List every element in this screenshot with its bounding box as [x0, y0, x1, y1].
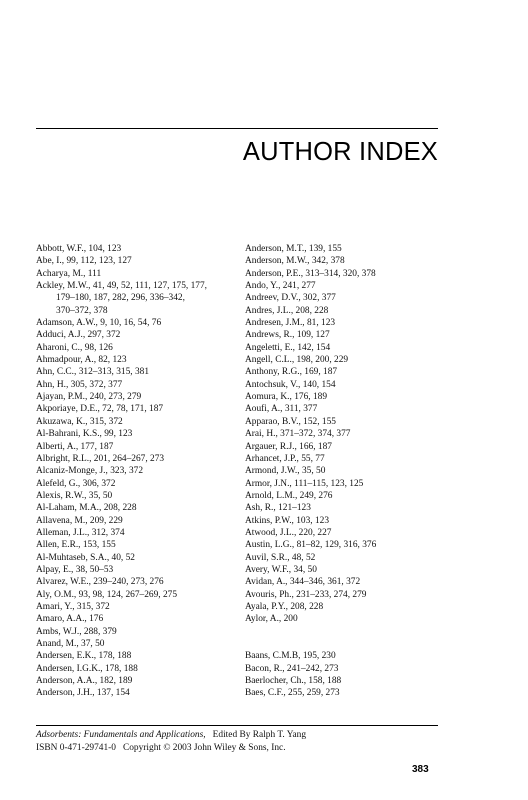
index-entry: Arhancet, J.P., 55, 77 [245, 453, 325, 464]
index-entry: Amaro, A.A., 176 [36, 614, 104, 625]
index-entry: Adamson, A.W., 9, 10, 16, 54, 76 [36, 318, 162, 329]
index-entry: Anand, M., 37, 50 [36, 639, 105, 649]
index-entry: Angell, C.L., 198, 200, 229 [245, 355, 349, 366]
index-entry: Armond, J.W., 35, 50 [245, 466, 326, 477]
index-entry: Al-Muhtaseb, S.A., 40, 52 [36, 552, 135, 563]
page-number: 383 [412, 764, 429, 775]
index-column-left [36, 243, 236, 700]
index-entry: Avery, W.F., 34, 50 [245, 564, 317, 575]
index-entry: Andreev, D.V., 302, 377 [245, 293, 336, 304]
book-editor: Edited By Ralph T. Yang [212, 730, 307, 740]
index-entry: Alcaniz-Monge, J., 323, 372 [36, 466, 144, 477]
index-entry: Ahn, H., 305, 372, 377 [36, 379, 123, 390]
index-entry: Alexis, R.W., 35, 50 [36, 490, 113, 501]
index-entry: Ahn, C.C., 312–313, 315, 381 [36, 367, 150, 378]
index-entry: Andrews, R., 109, 127 [245, 330, 330, 341]
index-entry: Anthony, R.G., 169, 187 [245, 367, 338, 378]
index-entry: Acharya, M., 111 [36, 268, 102, 279]
index-entry: Allavena, M., 209, 229 [36, 515, 123, 526]
index-entry: Avidan, A., 344–346, 361, 372 [245, 577, 361, 588]
index-entry: Anderson, A.A., 182, 189 [36, 676, 133, 687]
index-entry: Apparao, B.V., 152, 155 [245, 416, 336, 427]
index-entry: Ayala, P.Y., 208, 228 [245, 601, 324, 612]
index-entry: Avouris, Ph., 231–233, 274, 279 [245, 589, 367, 600]
index-entry: Andersen, I.G.K., 178, 188 [36, 663, 138, 674]
index-entry: Andres, J.L., 208, 228 [245, 305, 329, 316]
index-entry: Atkins, P.W., 103, 123 [245, 515, 330, 526]
index-entry: Aylor, A., 200 [245, 614, 298, 625]
page-title: AUTHOR INDEX [242, 138, 438, 166]
index-entry: Andersen, E.K., 178, 188 [36, 651, 132, 662]
index-entry: Alberti, A., 177, 187 [36, 441, 114, 452]
index-entry: Anderson, M.W., 342, 378 [245, 256, 345, 267]
index-entry: Anderson, P.E., 313–314, 320, 378 [245, 268, 376, 279]
index-entry: Auvil, S.R., 48, 52 [245, 552, 316, 563]
index-entry: Anderson, J.H., 137, 154 [36, 688, 130, 699]
index-entry: Ash, R., 121–123 [245, 503, 311, 514]
index-entry: Ahmadpour, A., 82, 123 [36, 355, 127, 366]
index-entry: Baerlocher, Ch., 158, 188 [245, 676, 342, 687]
index-entry: Akporiaye, D.E., 72, 78, 171, 187 [36, 404, 164, 415]
index-entry: Aoufi, A., 311, 377 [245, 404, 318, 415]
index-entry: Ackley, M.W., 41, 49, 52, 111, 127, 175, 177, [36, 281, 207, 292]
index-entry: Aharoni, C., 98, 126 [36, 342, 113, 353]
index-entry: Adduci, A.J., 297, 372 [36, 330, 121, 341]
index-entry: Albright, R.L., 201, 264–267, 273 [36, 453, 165, 464]
index-column-right [245, 243, 445, 700]
index-entry: Arai, H., 371–372, 374, 377 [245, 429, 351, 440]
index-entry: Aly, O.M., 93, 98, 124, 267–269, 275 [36, 589, 178, 600]
index-entry-continuation: 179–180, 187, 282, 296, 336–342, [56, 293, 185, 304]
index-entry: Baans, C.M.B, 195, 230 [245, 651, 336, 662]
index-entry: Alvarez, W.E., 239–240, 273, 276 [36, 577, 164, 588]
top-rule [36, 128, 438, 129]
index-entry: Antochsuk, V., 140, 154 [245, 379, 336, 390]
footer-line-1 [36, 729, 306, 742]
book-title: Adsorbents: Fundamentals and Applications, [36, 730, 206, 740]
index-entry: Baes, C.F., 255, 259, 273 [245, 688, 340, 699]
index-entry: Argauer, R.J., 166, 187 [245, 441, 332, 452]
index-entry: Bacon, R., 241–242, 273 [245, 663, 339, 674]
index-entry: Allen, E.R., 153, 155 [36, 540, 116, 551]
index-entry: Alefeld, G., 306, 372 [36, 478, 116, 489]
index-entry: Anderson, M.T., 139, 155 [245, 244, 342, 254]
index-entry: Alpay, E., 38, 50–53 [36, 564, 114, 575]
index-entry: Andresen, J.M., 81, 123 [245, 318, 336, 329]
index-entry: Abe, I., 99, 112, 123, 127 [36, 256, 132, 267]
index-entry: Al-Bahrani, K.S., 99, 123 [36, 429, 133, 440]
index-entry: Aomura, K., 176, 189 [245, 392, 328, 403]
isbn-line: ISBN 0-471-29741-0 Copyright © 2003 John Wiley & Sons, Inc. [36, 742, 286, 753]
index-entry: Armor, J.N., 111–115, 123, 125 [245, 478, 364, 489]
index-entry: Akuzawa, K., 315, 372 [36, 416, 123, 427]
index-entry: Ajayan, P.M., 240, 273, 279 [36, 392, 142, 403]
index-entry: Abbott, W.F., 104, 123 [36, 244, 122, 254]
index-entry: Amari, Y., 315, 372 [36, 601, 110, 612]
index-entry: Ambs, W.J., 288, 379 [36, 626, 117, 637]
index-entry: Alleman, J.L., 312, 374 [36, 527, 125, 538]
index-entry: Arnold, L.M., 249, 276 [245, 490, 333, 501]
index-entry: Angeletti, E., 142, 154 [245, 342, 331, 353]
index-entry-continuation: 370–372, 378 [56, 305, 108, 316]
footer-rule [36, 725, 438, 726]
index-entry: Atwood, J.L., 220, 227 [245, 527, 332, 538]
index-entry: Ando, Y., 241, 277 [245, 281, 316, 292]
index-entry: Al-Laham, M.A., 208, 228 [36, 503, 137, 514]
index-entry: Austin, L.G., 81–82, 129, 316, 376 [245, 540, 377, 551]
section-gap [245, 626, 445, 651]
copyright-footer [36, 729, 306, 754]
